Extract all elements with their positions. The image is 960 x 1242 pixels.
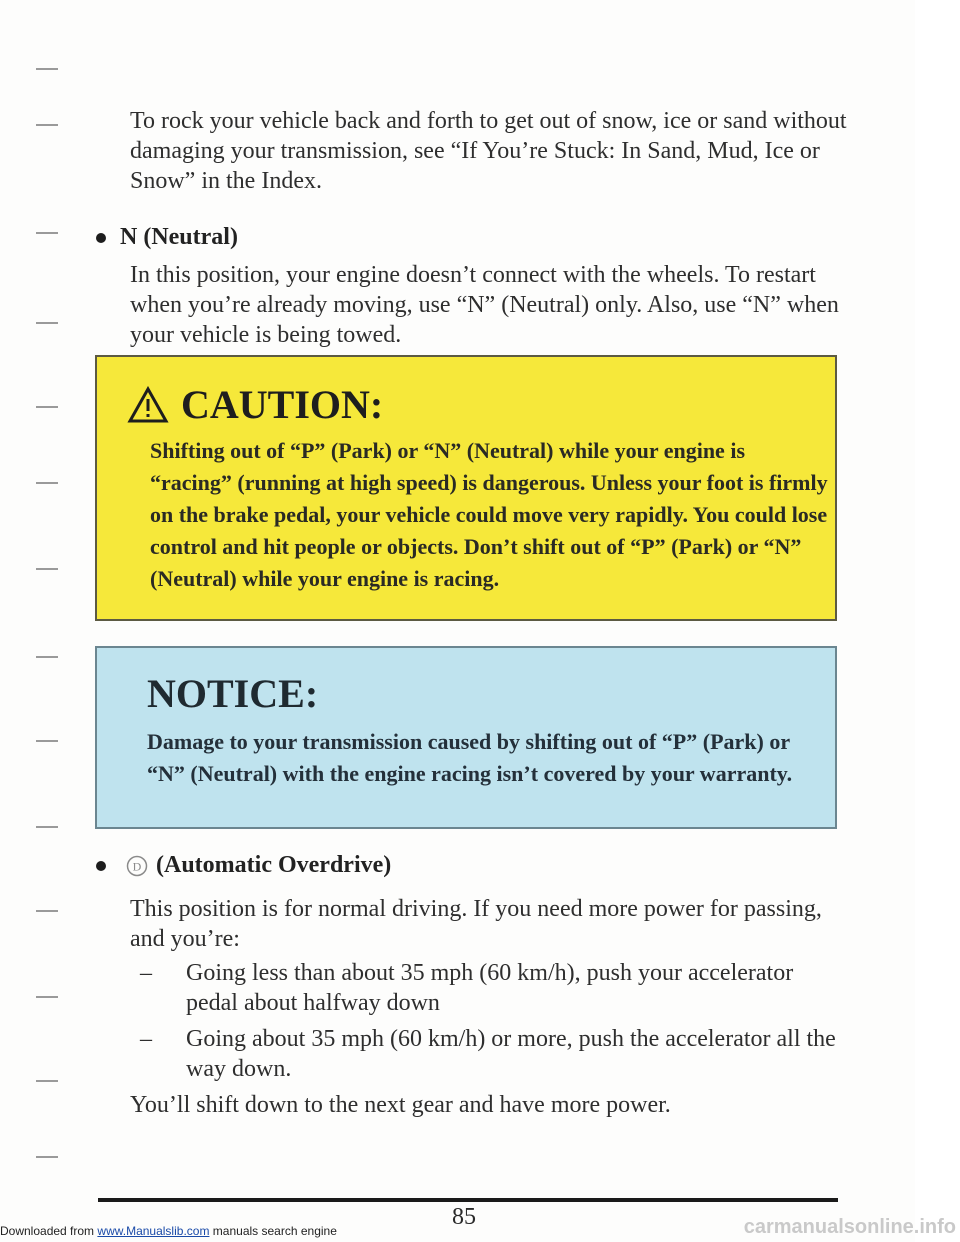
caution-heading xyxy=(127,381,383,428)
footer-prefix: Downloaded from xyxy=(0,1224,95,1238)
footer-link[interactable]: www.Manualslib.com xyxy=(97,1224,210,1238)
caution-title: CAUTION: xyxy=(181,382,384,427)
margin-mark xyxy=(36,68,58,70)
neutral-paragraph: In this position, your engine doesn’t connect with the wheels. To restart when you’re already moving, use “N” (Neutral) only. Also, use “N” when your vehicle is being towed. xyxy=(130,262,839,348)
warning-triangle-icon xyxy=(127,386,169,424)
neutral-title: N (Neutral) xyxy=(120,224,238,250)
footer-rule xyxy=(98,1198,838,1202)
footer-suffix: manuals search engine xyxy=(212,1224,337,1238)
margin-mark xyxy=(36,740,58,742)
margin-mark xyxy=(36,1080,58,1082)
margin-mark xyxy=(36,826,58,828)
margin-mark xyxy=(36,406,58,408)
overdrive-paragraph: This position is for normal driving. If you need more power for passing, and you’re: xyxy=(130,896,822,952)
watermark: carmanualsonline.info xyxy=(743,1216,956,1238)
margin-mark xyxy=(36,568,58,570)
intro-paragraph: To rock your vehicle back and forth to get out of snow, ice or sand without damaging your transmission, see “If You’re Stuck: In Sand, Mud, Ice or Snow” in the Index. xyxy=(130,108,847,194)
neutral-heading xyxy=(96,224,238,251)
caution-text: Shifting out of “P” (Park) or “N” (Neutral) while your engine is “racing” (running at high speed) is dangerous. Unless your foot is firmly on the brake pedal, your vehicle could move very rapidly. You could lose control and hit people or objects. Don’t shift out of “P” (Park) or “N” (Neutral) while your engine is racing. xyxy=(150,438,828,591)
caution-box xyxy=(95,355,837,621)
download-footer xyxy=(0,1224,337,1238)
list-item: – Going less than about 35 mph (60 km/h), push your accelerator pedal about halfway down xyxy=(140,960,794,1016)
list-item: – Going about 35 mph (60 km/h) or more, push the accelerator all the way down. xyxy=(140,1026,836,1082)
closing-paragraph: You’ll shift down to the next gear and have more power. xyxy=(130,1092,671,1118)
overdrive-title: (Automatic Overdrive) xyxy=(156,852,392,878)
notice-box xyxy=(95,646,837,829)
margin-mark xyxy=(36,656,58,658)
bullet-icon xyxy=(96,861,106,871)
bullet-icon xyxy=(96,233,106,243)
svg-text:D: D xyxy=(132,859,142,874)
margin-mark xyxy=(36,322,58,324)
margin-mark xyxy=(36,910,58,912)
margin-mark xyxy=(36,482,58,484)
page-number: 85 xyxy=(452,1204,476,1230)
overdrive-heading xyxy=(96,852,391,879)
notice-text: Damage to your transmission caused by shifting out of “P” (Park) or “N” (Neutral) with the engine racing isn’t covered by your warranty. xyxy=(147,729,793,786)
margin-mark xyxy=(36,996,58,998)
overdrive-symbol-icon xyxy=(126,855,148,877)
margin-mark xyxy=(36,124,58,126)
margin-mark xyxy=(36,232,58,234)
notice-heading: NOTICE: xyxy=(147,671,319,716)
margin-mark xyxy=(36,1156,58,1158)
